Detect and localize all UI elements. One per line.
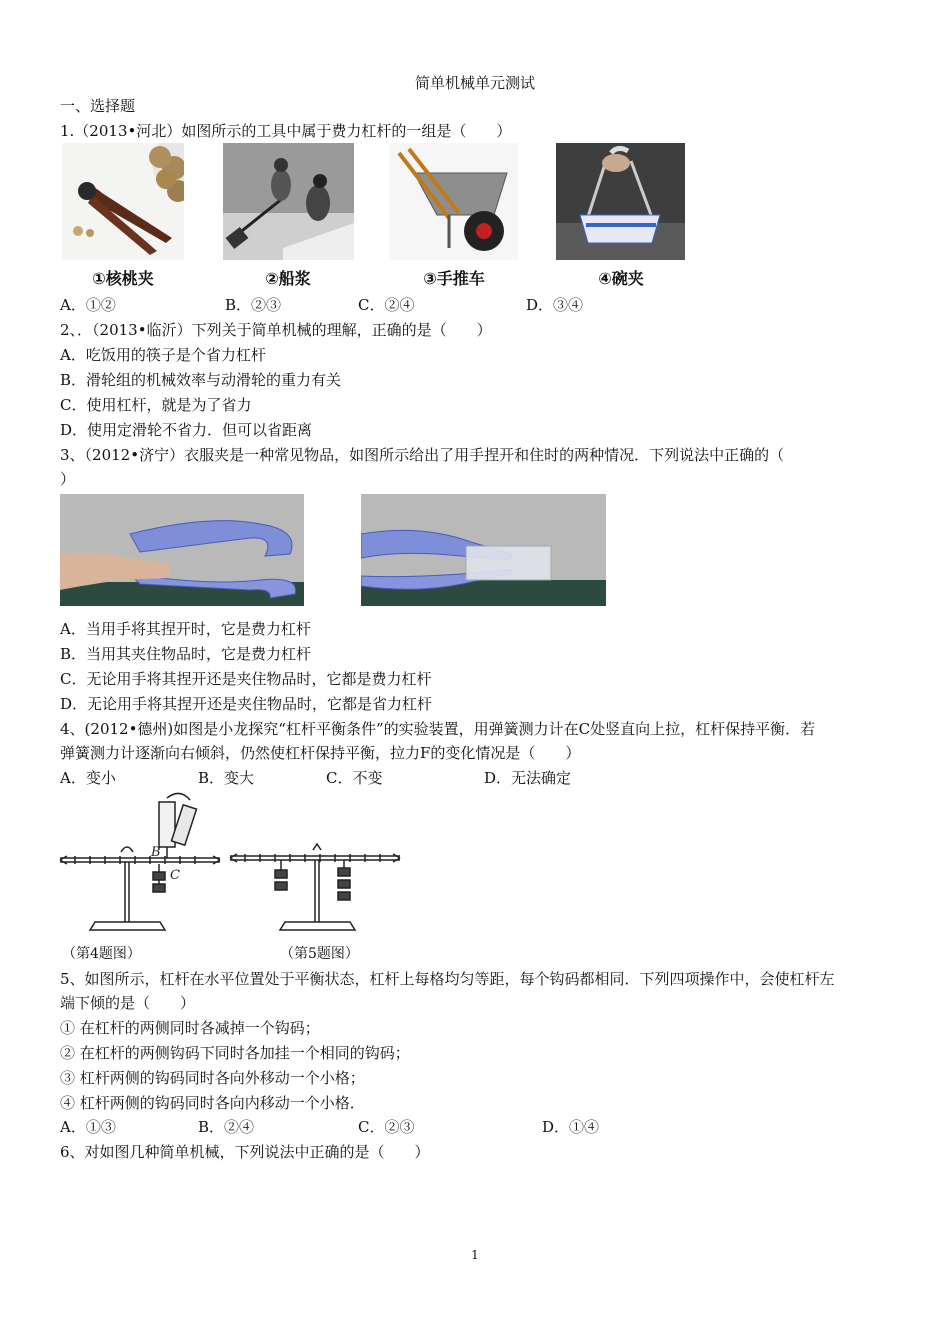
question-3-stem-end: ）	[60, 470, 76, 488]
q5-option-b: B．②④	[198, 1118, 255, 1136]
walnut-cracker-image	[62, 143, 184, 260]
lever-figures	[55, 792, 415, 942]
section-heading: 一、选择题	[60, 97, 136, 115]
question-6-stem: 6、对如图几种简单机械，下列说法中正确的是（ ）	[60, 1143, 430, 1161]
question-2-stem: 2、．（2013•临沂）下列关于简单机械的理解，正确的是（ ）	[60, 321, 492, 339]
q3-option-c: C．无论用手将其捏开还是夹住物品时，它都是费力杠杆	[60, 670, 432, 688]
caption-walnut-cracker: ①核桃夹	[92, 269, 154, 288]
q2-option-b: B．滑轮组的机械效率与动滑轮的重力有关	[60, 371, 342, 389]
q3-option-a: A．当用手将其捏开时，它是费力杠杆	[60, 620, 311, 638]
question-4-stem: 4、(2012•德州)如图是小龙探究“杠杆平衡条件”的实验装置，用弹簧测力计在C处竖直向上拉，杠杆保持平衡．若	[60, 720, 816, 738]
question-3-stem: 3、（2012•济宁）衣服夹是一种常见物品，如图所示给出了用手捏开和住时的两种情况．下列说法中正确的（	[60, 446, 785, 464]
q5-option-d: D．①④	[542, 1118, 600, 1136]
wheelbarrow-image	[389, 143, 518, 260]
q1-option-b: B．②③	[225, 296, 282, 314]
q5-option-c: C．②③	[358, 1118, 415, 1136]
q4-option-c: C．不变	[326, 769, 383, 787]
q2-option-d: D．使用定滑轮不省力．但可以省距离	[60, 421, 313, 439]
question-5-stem: 5、如图所示，杠杆在水平位置处于平衡状态，杠杆上每格均匀等距，每个钩码都相同．下列四项操作中，会使杠杆左	[60, 970, 835, 988]
caption-boat-paddle: ②船浆	[265, 269, 311, 288]
q4-option-d: D．无法确定	[484, 769, 572, 787]
q3-option-b: B．当用其夹住物品时，它是费力杠杆	[60, 645, 312, 663]
clothespin-clamp-image	[361, 494, 606, 606]
caption-wheelbarrow: ③手推车	[423, 269, 485, 288]
clothespin-open-image	[60, 494, 304, 606]
label-c: C	[170, 868, 180, 883]
page-number: 1	[471, 1248, 479, 1262]
question-5-stem-2: 端下倾的是（ ）	[60, 994, 196, 1012]
q1-option-a: A．①②	[60, 296, 116, 314]
lever-figure-4	[60, 793, 220, 930]
boat-paddle-image	[223, 143, 354, 260]
q5-item-2: ② 在杠杆的两侧钩码下同时各加挂一个相同的钩码；	[60, 1044, 410, 1062]
q2-option-a: A．吃饭用的筷子是个省力杠杆	[60, 346, 266, 364]
figure-5-caption: （第5题图）	[280, 946, 359, 962]
question-4-stem-2: 弹簧测力计逐渐向右倾斜，仍然使杠杆保持平衡，拉力F的变化情况是（ ）	[60, 744, 581, 762]
q5-item-3: ③ 杠杆两侧的钩码同时各向外移动一个小格；	[60, 1069, 365, 1087]
q4-option-b: B．变大	[198, 769, 255, 787]
caption-bowl-clamp: ④碗夹	[598, 269, 644, 288]
q5-option-a: A．①③	[60, 1118, 116, 1136]
label-b: B	[151, 845, 161, 860]
q1-option-d: D．③④	[526, 296, 584, 314]
q5-item-1: ① 在杠杆的两侧同时各减掉一个钩码；	[60, 1019, 320, 1037]
q2-option-c: C．使用杠杆，就是为了省力	[60, 396, 252, 414]
figure-4-caption: （第4题图）	[62, 946, 141, 962]
q5-item-4: ④ 杠杆两侧的钩码同时各向内移动一个小格．	[60, 1094, 365, 1112]
page-title: 简单机械单元测试	[414, 74, 535, 92]
q3-option-d: D．无论用手将其捏开还是夹住物品时，它都是省力杠杆	[60, 695, 433, 713]
q4-option-a: A．变小	[60, 769, 116, 787]
bowl-clamp-image	[556, 143, 685, 260]
q1-option-c: C．②④	[358, 296, 415, 314]
lever-figure-5	[230, 844, 400, 930]
question-1-stem: 1.（2013•河北）如图所示的工具中属于费力杠杆的一组是（ ）	[60, 122, 512, 140]
